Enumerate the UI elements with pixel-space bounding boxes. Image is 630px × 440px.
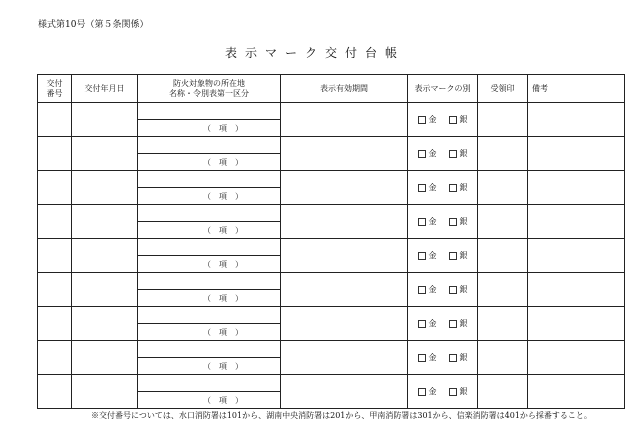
remarks-cell[interactable] xyxy=(528,171,625,205)
mark-type-cell xyxy=(408,307,478,341)
mark-type-cell xyxy=(408,171,478,205)
form-id: 様式第10号（第５条関係） xyxy=(38,20,149,30)
property-address-name-field[interactable] xyxy=(138,307,280,324)
gold-label: 金 xyxy=(428,251,437,260)
property-cell[interactable] xyxy=(138,239,281,273)
footnote: ※交付番号については、水口消防署は101から、湖南中央消防署は201から、甲南消防署は301から、信楽消防署は401から採番すること。 xyxy=(91,411,592,420)
remarks-cell[interactable] xyxy=(528,103,625,137)
property-category-field[interactable]: （ 項 ） xyxy=(203,225,243,235)
table-row xyxy=(38,307,625,341)
date-cell[interactable] xyxy=(72,205,138,239)
date-cell[interactable] xyxy=(72,137,138,171)
mark-type-cell xyxy=(408,375,478,409)
date-cell[interactable] xyxy=(72,103,138,137)
receipt-seal-cell[interactable] xyxy=(478,205,528,239)
number-cell[interactable] xyxy=(38,239,72,273)
gold-label: 金 xyxy=(428,149,437,158)
property-category-field[interactable]: （ 項 ） xyxy=(203,157,243,167)
mark-type-cell xyxy=(408,239,478,273)
validity-cell[interactable] xyxy=(281,307,408,341)
header-row xyxy=(38,75,625,103)
validity-cell[interactable] xyxy=(281,341,408,375)
validity-cell[interactable] xyxy=(281,375,408,409)
receipt-seal-cell[interactable] xyxy=(478,273,528,307)
receipt-seal-cell[interactable] xyxy=(478,375,528,409)
number-cell[interactable] xyxy=(38,273,72,307)
property-category-field[interactable]: （ 項 ） xyxy=(203,361,243,371)
header-remarks: 備考 xyxy=(528,75,625,103)
mark-type-cell xyxy=(408,205,478,239)
gold-label: 金 xyxy=(428,387,437,396)
mark-type-cell xyxy=(408,103,478,137)
header-mark-type: 表示マークの別 xyxy=(408,75,478,103)
header-number: 交付 番号 xyxy=(38,75,72,103)
date-cell[interactable] xyxy=(72,239,138,273)
receipt-seal-cell[interactable] xyxy=(478,137,528,171)
silver-label: 銀 xyxy=(459,115,468,124)
silver-label: 銀 xyxy=(459,183,468,192)
silver-checkbox[interactable] xyxy=(449,116,457,124)
number-cell[interactable] xyxy=(38,137,72,171)
date-cell[interactable] xyxy=(72,307,138,341)
number-cell[interactable] xyxy=(38,341,72,375)
receipt-seal-cell[interactable] xyxy=(478,103,528,137)
table-row xyxy=(38,375,625,409)
date-cell[interactable] xyxy=(72,341,138,375)
property-cell[interactable] xyxy=(138,273,281,307)
gold-checkbox[interactable] xyxy=(418,286,426,294)
remarks-cell[interactable] xyxy=(528,307,625,341)
validity-cell[interactable] xyxy=(281,171,408,205)
header-receipt-seal: 受領印 xyxy=(478,75,528,103)
receipt-seal-cell[interactable] xyxy=(478,307,528,341)
remarks-cell[interactable] xyxy=(528,239,625,273)
gold-label: 金 xyxy=(428,285,437,294)
silver-checkbox[interactable] xyxy=(449,354,457,362)
validity-cell[interactable] xyxy=(281,137,408,171)
property-category-field[interactable]: （ 項 ） xyxy=(203,395,243,405)
receipt-seal-cell[interactable] xyxy=(478,171,528,205)
silver-label: 銀 xyxy=(459,251,468,260)
silver-label: 銀 xyxy=(459,149,468,158)
mark-type-cell xyxy=(408,273,478,307)
property-category-field[interactable]: （ 項 ） xyxy=(203,123,243,133)
property-cell[interactable] xyxy=(138,341,281,375)
gold-checkbox[interactable] xyxy=(418,150,426,158)
gold-checkbox[interactable] xyxy=(418,388,426,396)
property-address-name-field[interactable] xyxy=(138,341,280,358)
table-row xyxy=(38,171,625,205)
silver-checkbox[interactable] xyxy=(449,320,457,328)
number-cell[interactable] xyxy=(38,205,72,239)
mark-type-cell xyxy=(408,341,478,375)
silver-checkbox[interactable] xyxy=(449,218,457,226)
silver-checkbox[interactable] xyxy=(449,286,457,294)
silver-label: 銀 xyxy=(459,319,468,328)
gold-checkbox[interactable] xyxy=(418,184,426,192)
silver-label: 銀 xyxy=(459,285,468,294)
gold-label: 金 xyxy=(428,319,437,328)
silver-label: 銀 xyxy=(459,387,468,396)
mark-type-cell xyxy=(408,137,478,171)
property-cell[interactable] xyxy=(138,307,281,341)
header-validity: 表示有効期間 xyxy=(281,75,408,103)
silver-checkbox[interactable] xyxy=(449,184,457,192)
remarks-cell[interactable] xyxy=(528,375,625,409)
ledger-table xyxy=(37,74,625,409)
remarks-cell[interactable] xyxy=(528,273,625,307)
property-address-name-field[interactable] xyxy=(138,171,280,188)
gold-checkbox[interactable] xyxy=(418,116,426,124)
receipt-seal-cell[interactable] xyxy=(478,239,528,273)
number-cell[interactable] xyxy=(38,171,72,205)
date-cell[interactable] xyxy=(72,171,138,205)
property-address-name-field[interactable] xyxy=(138,103,280,120)
validity-cell[interactable] xyxy=(281,239,408,273)
header-property: 防火対象物の所在地 名称・令別表第一区分 xyxy=(138,75,281,103)
gold-checkbox[interactable] xyxy=(418,218,426,226)
receipt-seal-cell[interactable] xyxy=(478,341,528,375)
gold-label: 金 xyxy=(428,115,437,124)
table-row xyxy=(38,341,625,375)
gold-label: 金 xyxy=(428,183,437,192)
silver-label: 銀 xyxy=(459,217,468,226)
gold-checkbox[interactable] xyxy=(418,320,426,328)
property-category-field[interactable]: （ 項 ） xyxy=(203,293,243,303)
property-cell[interactable] xyxy=(138,103,281,137)
gold-label: 金 xyxy=(428,217,437,226)
gold-checkbox[interactable] xyxy=(418,252,426,260)
property-category-field[interactable]: （ 項 ） xyxy=(203,327,243,337)
table-row xyxy=(38,239,625,273)
remarks-cell[interactable] xyxy=(528,205,625,239)
property-cell[interactable] xyxy=(138,375,281,409)
property-cell[interactable] xyxy=(138,137,281,171)
gold-checkbox[interactable] xyxy=(418,354,426,362)
silver-checkbox[interactable] xyxy=(449,150,457,158)
property-address-name-field[interactable] xyxy=(138,137,280,154)
table-row xyxy=(38,273,625,307)
silver-checkbox[interactable] xyxy=(449,252,457,260)
property-address-name-field[interactable] xyxy=(138,239,280,256)
validity-cell[interactable] xyxy=(281,103,408,137)
number-cell[interactable] xyxy=(38,375,72,409)
remarks-cell[interactable] xyxy=(528,341,625,375)
property-category-field[interactable]: （ 項 ） xyxy=(203,191,243,201)
property-address-name-field[interactable] xyxy=(138,205,280,222)
validity-cell[interactable] xyxy=(281,273,408,307)
date-cell[interactable] xyxy=(72,375,138,409)
validity-cell[interactable] xyxy=(281,205,408,239)
remarks-cell[interactable] xyxy=(528,137,625,171)
number-cell[interactable] xyxy=(38,103,72,137)
silver-checkbox[interactable] xyxy=(449,388,457,396)
number-cell[interactable] xyxy=(38,307,72,341)
silver-label: 銀 xyxy=(459,353,468,362)
property-cell[interactable] xyxy=(138,171,281,205)
date-cell[interactable] xyxy=(72,273,138,307)
header-date: 交付年月日 xyxy=(72,75,138,103)
table-row xyxy=(38,103,625,137)
property-category-field[interactable]: （ 項 ） xyxy=(203,259,243,269)
gold-label: 金 xyxy=(428,353,437,362)
property-address-name-field[interactable] xyxy=(138,273,280,290)
property-address-name-field[interactable] xyxy=(138,375,280,392)
table-row xyxy=(38,137,625,171)
table-row xyxy=(38,205,625,239)
property-cell[interactable] xyxy=(138,205,281,239)
page-title: 表示マーク交付台帳 xyxy=(224,46,405,60)
